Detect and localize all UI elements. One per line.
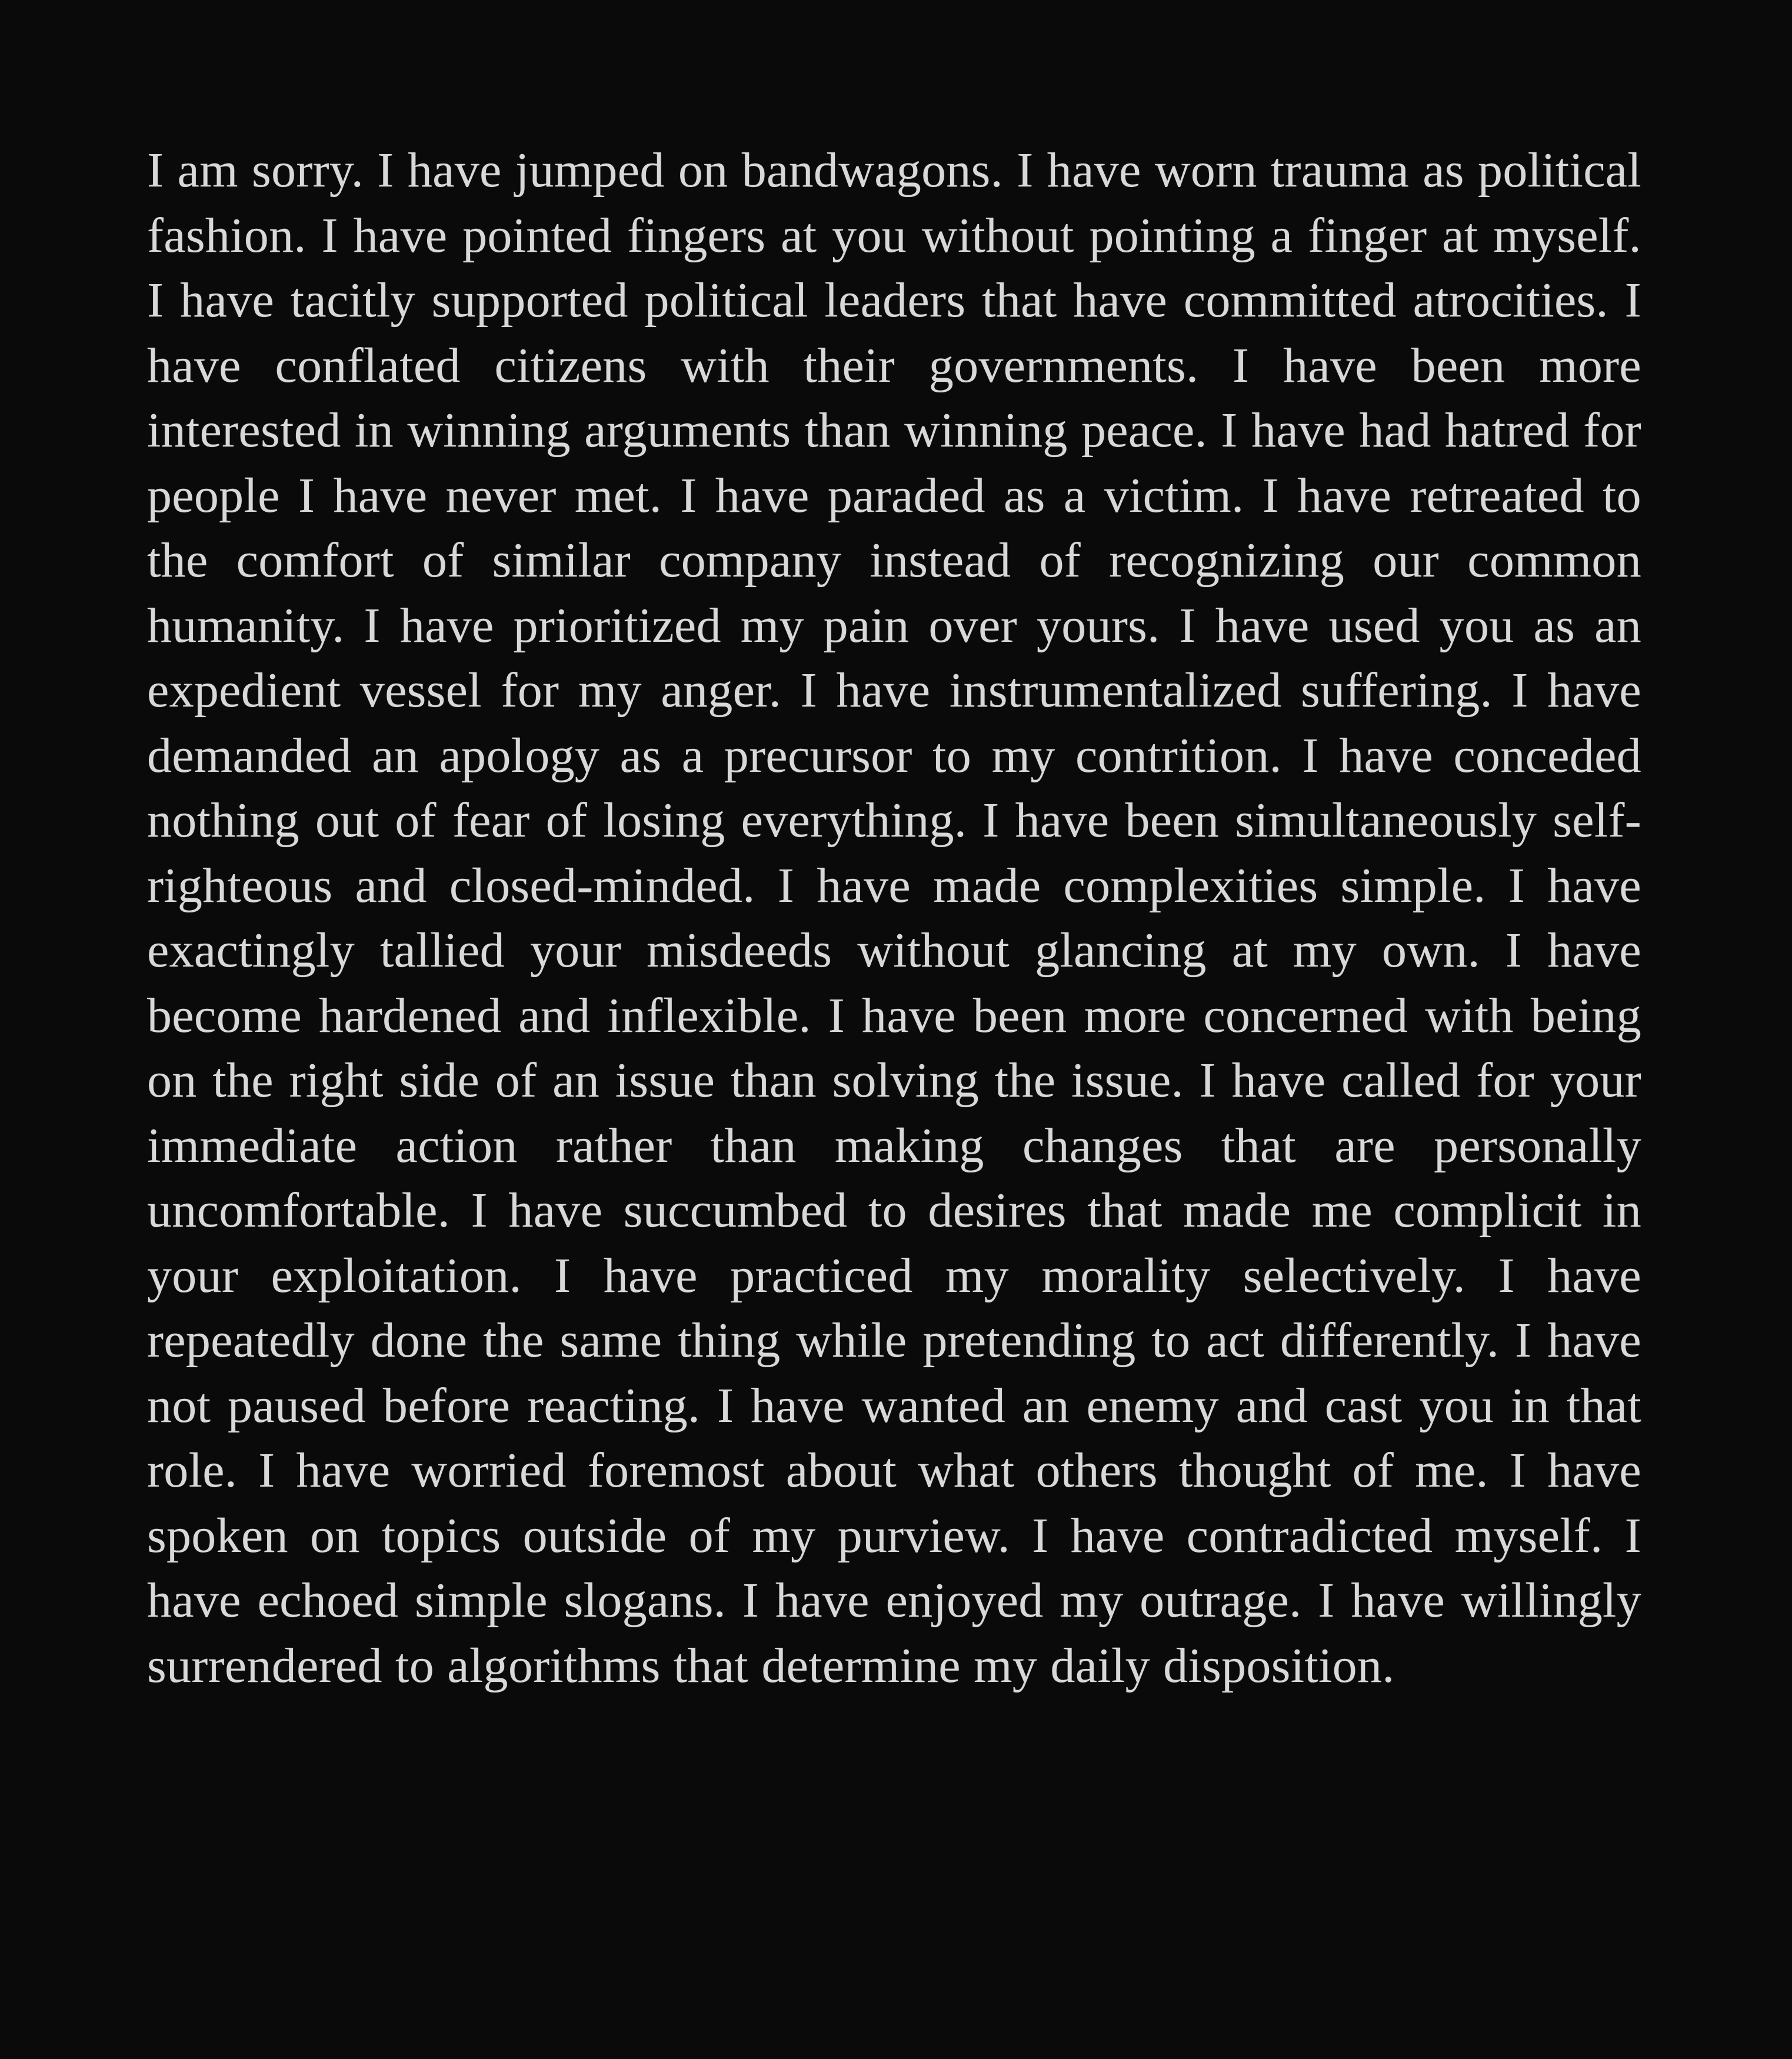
apology-paragraph: I am sorry. I have jumped on bandwagons. I have worn trauma as political fashion. I have pointed fingers at you without pointing a finger at myself. I have tacitly supported political leaders that have committed atrocities. I have conflated citizens with their governments. I have been more interested in winning arguments than winning peace. I have had hatred for people I have never met. I have paraded as a victim. I have retreated to the comfort of similar company instead of recognizing our common humanity. I have prioritized my pain over yours. I have used you as an expedient vessel for my anger. I have instrumentalized suffering. I have demanded an apology as a precursor to my contrition. I have conceded nothing out of fear of losing everything. I have been simultaneously self-righteous and closed-minded. I have made complexities simple. I have exactingly tallied your misdeeds without glancing at my own. I have become hardened and inflexible. I have been more concerned with being on the right side of an issue than solving the issue. I have called for your immediate action rather than making changes that are personally uncomfortable. I have succumbed to desires that made me complicit in your exploitation. I have practiced my morality selectively. I have repeatedly done the same thing while pretending to act differently. I have not paused before reacting. I have wanted an enemy and cast you in that role. I have worried foremost about what others thought of me. I have spoken on topics outside of my purview. I have contradicted myself. I have echoed simple slogans. I have enjoyed my outrage. I have willingly surrendered to algorithms that determine my daily disposition. bbox=[147, 143, 1641, 1693]
